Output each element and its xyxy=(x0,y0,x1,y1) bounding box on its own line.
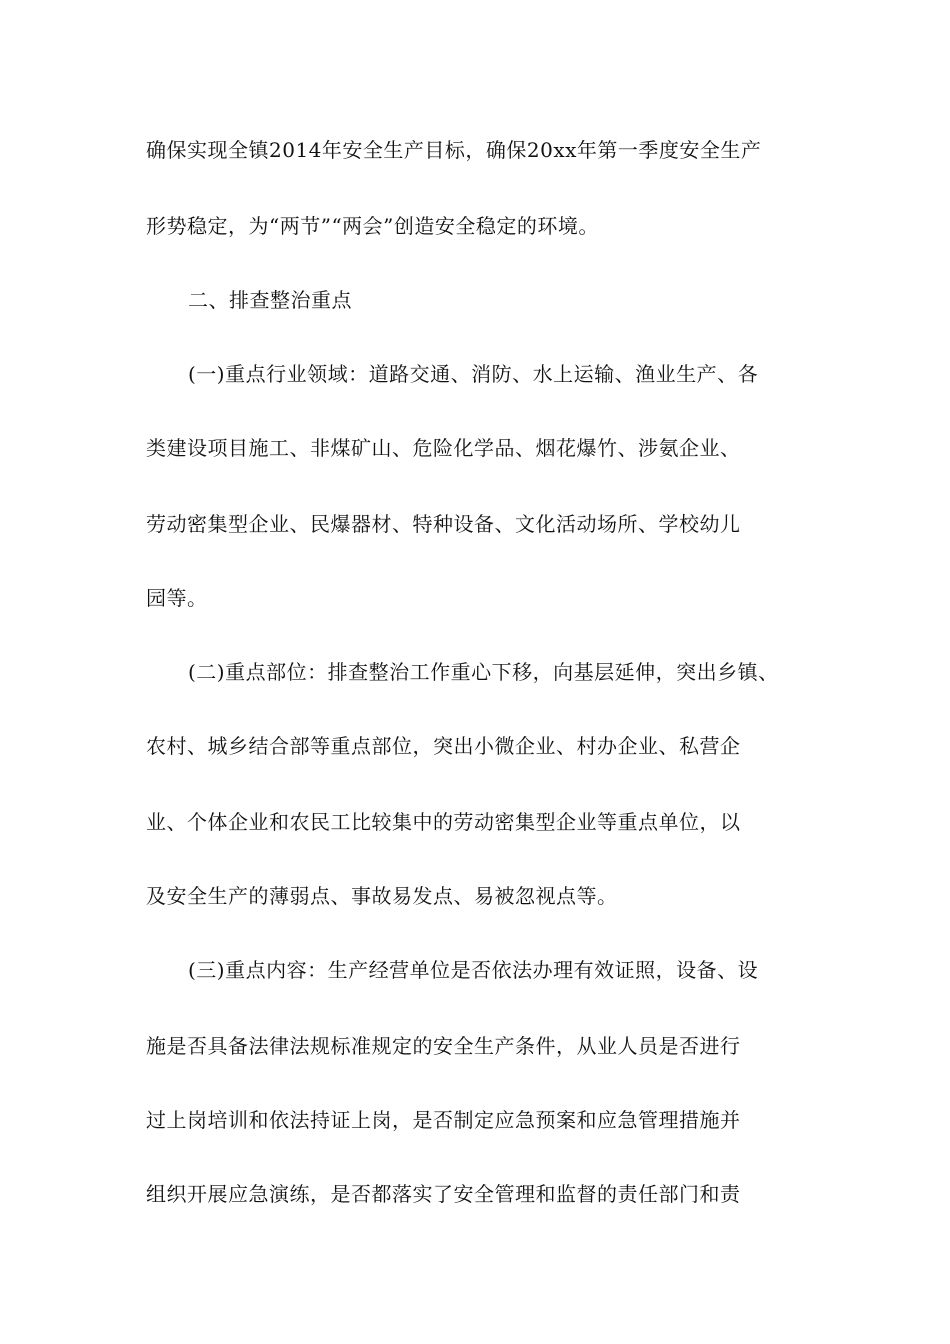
text-line: 类建设项目施工、非煤矿山、危险化学品、烟花爆竹、涉氨企业、 xyxy=(146,436,741,460)
section-heading: 二、排查整治重点 xyxy=(188,288,352,312)
text-line: (二)重点部位：排查整治工作重心下移，向基层延伸，突出乡镇、 xyxy=(188,660,779,684)
text-line: 业、个体企业和农民工比较集中的劳动密集型企业等重点单位，以 xyxy=(146,810,741,834)
text-line: 形势稳定，为“两节”“两会”创造安全稳定的环境。 xyxy=(146,214,599,238)
text-line: (三)重点内容：生产经营单位是否依法办理有效证照，设备、设 xyxy=(188,958,759,982)
text-line: 确保实现全镇2014年安全生产目标，确保20xx年第一季度安全生产 xyxy=(146,138,762,162)
text-line: 园等。 xyxy=(146,586,208,610)
text-line: 施是否具备法律法规标准规定的安全生产条件，从业人员是否进行 xyxy=(146,1034,741,1058)
text-line: 及安全生产的薄弱点、事故易发点、易被忽视点等。 xyxy=(146,884,618,908)
text-line: (一)重点行业领域：道路交通、消防、水上运输、渔业生产、各 xyxy=(188,362,759,386)
text-line: 劳动密集型企业、民爆器材、特种设备、文化活动场所、学校幼儿 xyxy=(146,512,741,536)
text-line: 过上岗培训和依法持证上岗，是否制定应急预案和应急管理措施并 xyxy=(146,1108,741,1132)
text-line: 组织开展应急演练，是否都落实了安全管理和监督的责任部门和责 xyxy=(146,1182,741,1206)
text-line: 农村、城乡结合部等重点部位，突出小微企业、村办企业、私营企 xyxy=(146,734,741,758)
